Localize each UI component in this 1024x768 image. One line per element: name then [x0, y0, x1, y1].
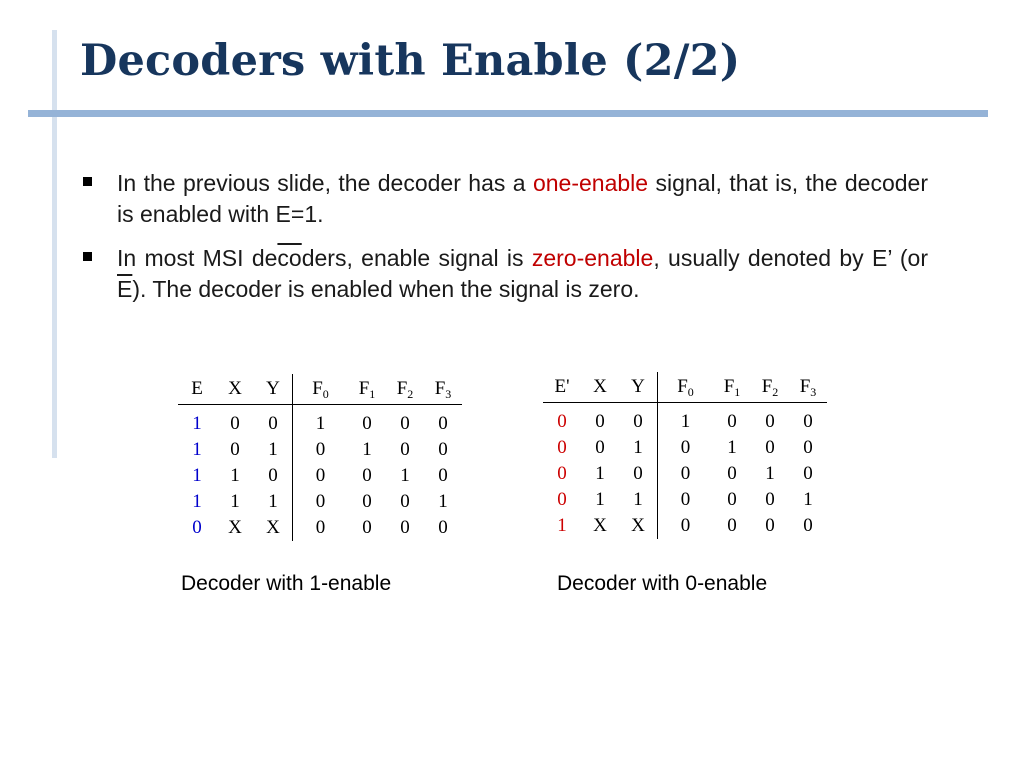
table-header-row — [543, 372, 827, 403]
bullet-text: In most MSI de — [117, 245, 278, 271]
bullet-list — [80, 168, 928, 318]
column-header: $F_0$ — [658, 372, 714, 403]
e-bar-symbol: $\overline{E}$ — [117, 276, 133, 302]
table-row — [543, 487, 827, 513]
table-cell: 0 — [803, 437, 813, 458]
enable-cell: 1 — [192, 413, 202, 434]
bullet-text: ). The decoder is enabled when the signal is zero. — [132, 276, 640, 302]
table-cell: 0 — [595, 437, 605, 458]
table-header-row — [178, 374, 462, 405]
enable-cell: 1 — [192, 439, 202, 460]
table-cell: 1 — [727, 437, 737, 458]
column-header: Y — [619, 372, 658, 403]
table-row — [543, 403, 827, 436]
table-cell: 1 — [268, 491, 278, 512]
table-cell: 0 — [293, 489, 349, 515]
table-cell: 0 — [293, 463, 349, 489]
table-cell: 1 — [268, 439, 278, 460]
table-cell: 0 — [595, 411, 605, 432]
table-cell: 0 — [230, 439, 240, 460]
table-cell: 0 — [765, 437, 775, 458]
bullet-text: , usually denoted by E’ (or — [653, 245, 928, 271]
table-cell: 1 — [658, 403, 714, 436]
table-cell: 0 — [362, 465, 372, 486]
enable-cell: 1 — [192, 465, 202, 486]
table-row — [178, 463, 462, 489]
table-cell: 1 — [633, 489, 643, 510]
table-cell: 1 — [230, 491, 240, 512]
table-row — [178, 489, 462, 515]
table-cell: 0 — [658, 435, 714, 461]
table-row — [543, 435, 827, 461]
column-header: $F_1$ — [348, 374, 386, 405]
highlight-term: one-enable — [532, 170, 649, 196]
slide-title: Decoders with Enable (2/2) — [80, 36, 741, 86]
column-header: $F_2$ — [751, 372, 789, 403]
table-cell: 0 — [658, 487, 714, 513]
table-cell: 0 — [362, 517, 372, 538]
table-cell: 0 — [803, 463, 813, 484]
table-row — [543, 513, 827, 539]
table-cell: 0 — [268, 465, 278, 486]
column-header: $F_3$ — [789, 372, 827, 403]
table-cell: 0 — [658, 513, 714, 539]
bullet-item — [80, 168, 928, 230]
table-cell: 0 — [293, 515, 349, 541]
table-cell: 0 — [438, 439, 448, 460]
table-cell: X — [266, 517, 280, 538]
column-header: X — [216, 374, 254, 405]
enable-cell: 0 — [557, 489, 567, 510]
table-cell: 0 — [293, 437, 349, 463]
bullet-text: In the previous slide, the decoder has a — [117, 170, 533, 196]
table-cell: 0 — [268, 413, 278, 434]
table-cell: X — [228, 517, 242, 538]
column-header: Y — [254, 374, 293, 405]
table-caption-zero-enable: Decoder with 0-enable — [557, 572, 768, 595]
column-header: $F_3$ — [424, 374, 462, 405]
table-cell: 1 — [595, 463, 605, 484]
table-cell: 0 — [362, 413, 372, 434]
table-cell: 0 — [438, 517, 448, 538]
table-cell: 1 — [633, 437, 643, 458]
table-cell: 1 — [438, 491, 448, 512]
table-cell: 0 — [727, 515, 737, 536]
column-header: $F_0$ — [293, 374, 349, 405]
table-cell: 0 — [362, 491, 372, 512]
table-cell: 1 — [230, 465, 240, 486]
table-cell: 0 — [803, 411, 813, 432]
column-header: $F_2$ — [386, 374, 424, 405]
table-cell: 1 — [293, 405, 349, 438]
table-cell: 0 — [400, 517, 410, 538]
table-cell: 0 — [230, 413, 240, 434]
bullet-text: signal, that is, the decoder is enabled with E=1. — [117, 170, 928, 227]
column-header: $F_1$ — [713, 372, 751, 403]
table-cell: 0 — [400, 439, 410, 460]
table-cell: 0 — [727, 463, 737, 484]
table-cell: 1 — [595, 489, 605, 510]
table-cell: 1 — [362, 439, 372, 460]
table-cell: 1 — [803, 489, 813, 510]
overlined-text: $\overline{co}$ — [277, 245, 302, 271]
table-cell: 1 — [765, 463, 775, 484]
bullet-item — [80, 243, 928, 305]
table-cell: X — [593, 515, 607, 536]
table-cell: 0 — [658, 461, 714, 487]
table-cell: 0 — [633, 463, 643, 484]
table-row — [178, 405, 462, 438]
column-header: E — [178, 374, 216, 405]
table-row — [543, 461, 827, 487]
square-bullet-icon — [83, 177, 92, 186]
enable-cell: 1 — [557, 515, 567, 536]
column-header: E' — [543, 372, 581, 403]
table-cell: X — [631, 515, 645, 536]
enable-cell: 1 — [192, 491, 202, 512]
column-header: X — [581, 372, 619, 403]
table-cell: 0 — [765, 515, 775, 536]
left-accent-bar — [52, 30, 57, 458]
table-cell: 0 — [438, 413, 448, 434]
enable-cell: 0 — [192, 517, 202, 538]
table-cell: 0 — [765, 411, 775, 432]
table-cell: 0 — [727, 411, 737, 432]
enable-cell: 0 — [557, 463, 567, 484]
truth-table-one-enable — [178, 374, 462, 541]
enable-cell: 0 — [557, 437, 567, 458]
table-cell: 0 — [633, 411, 643, 432]
truth-table-zero-enable — [543, 372, 827, 539]
table-cell: 0 — [765, 489, 775, 510]
table-cell: 1 — [400, 465, 410, 486]
table-cell: 0 — [438, 465, 448, 486]
table-cell: 0 — [803, 515, 813, 536]
table-cell: 0 — [400, 491, 410, 512]
table-cell: 0 — [400, 413, 410, 434]
square-bullet-icon — [83, 252, 92, 261]
highlight-term: zero-enable — [531, 245, 654, 271]
table-row — [178, 437, 462, 463]
table-row — [178, 515, 462, 541]
table-cell: 0 — [727, 489, 737, 510]
table-caption-one-enable: Decoder with 1-enable — [181, 572, 392, 595]
title-divider — [28, 110, 988, 117]
enable-cell: 0 — [557, 411, 567, 432]
bullet-text: ders, enable signal is — [301, 245, 532, 271]
